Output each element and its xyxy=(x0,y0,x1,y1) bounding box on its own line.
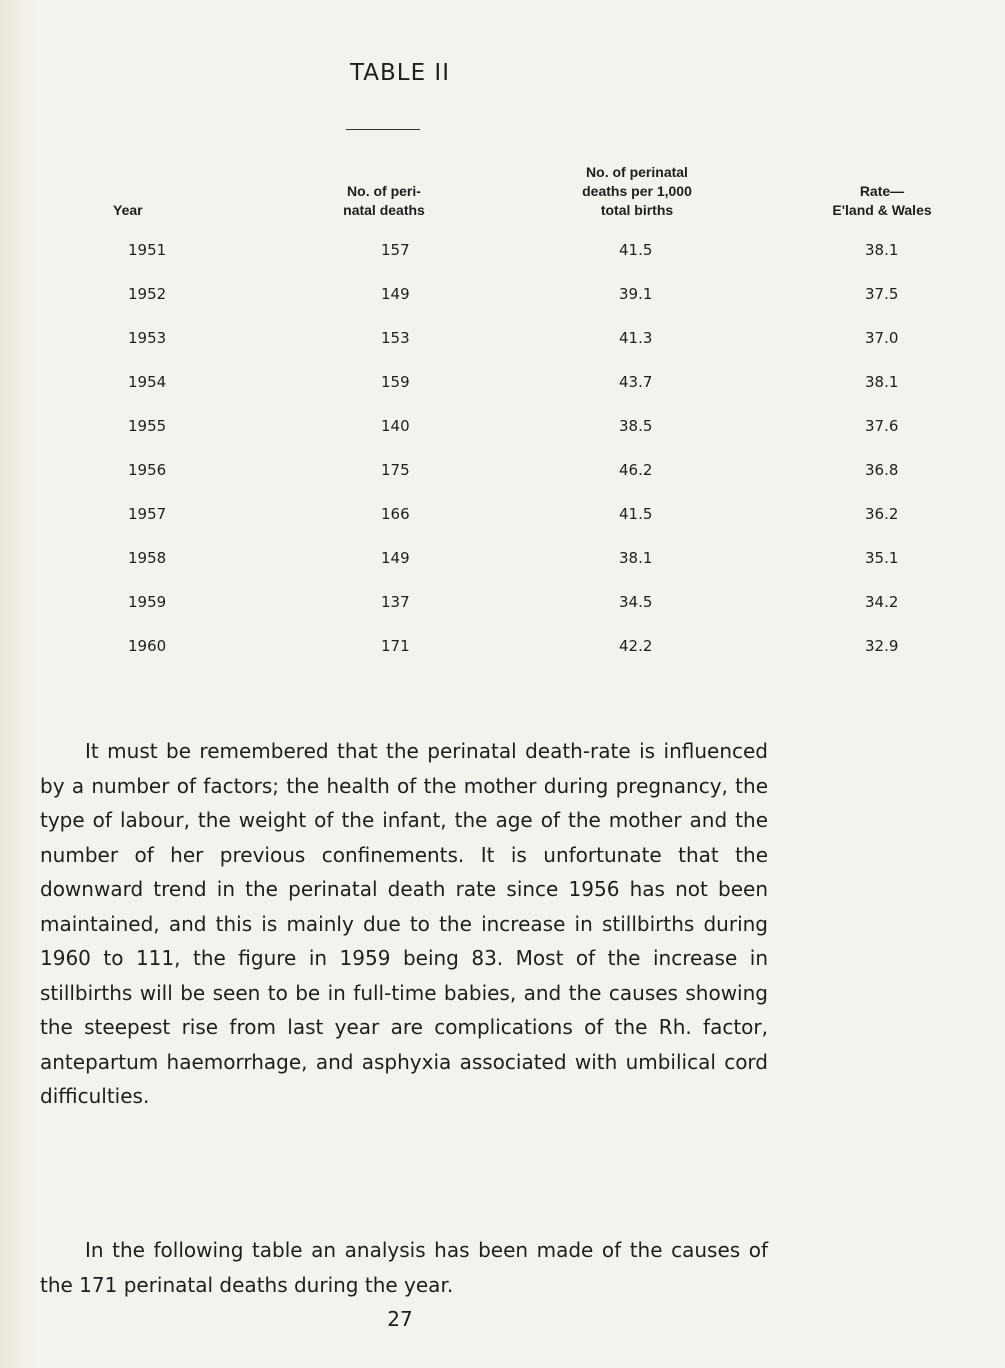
cell-rate: 39.1 xyxy=(619,285,653,303)
cell-deaths: 153 xyxy=(381,329,410,347)
cell-deaths: 159 xyxy=(381,373,410,391)
cell-england-wales-rate: 36.8 xyxy=(865,461,899,479)
cell-england-wales-rate: 34.2 xyxy=(865,593,899,611)
cell-deaths: 175 xyxy=(381,461,410,479)
cell-rate: 34.5 xyxy=(619,593,653,611)
title-rule xyxy=(346,129,420,130)
page-number: 27 xyxy=(387,1307,413,1331)
table-row xyxy=(0,228,1005,272)
cell-rate: 41.3 xyxy=(619,329,653,347)
cell-rate: 41.5 xyxy=(619,505,653,523)
cell-england-wales-rate: 35.1 xyxy=(865,549,899,567)
cell-rate: 43.7 xyxy=(619,373,653,391)
header-year: Year xyxy=(113,202,143,218)
cell-year: 1954 xyxy=(128,373,167,391)
cell-england-wales-rate: 32.9 xyxy=(865,637,899,655)
body-paragraph-perinatal-factors: It must be remembered that the perinatal death-rate is influenced by a number of factors; the health of the mother during pregnancy, the type of labour, the weight of the infant, the age of the mother and the number of her previous confinements. It is unfortunate that the downward trend in the perinatal death rate since 1956 has not been maintained, and this is mainly due to the increase in stillbirths during 1960 to 111, the figure in 1959 being 83. Most of the increase in stillbirths will be seen to be in full-time babies, and the causes showing the steepest rise from last year are complications of the Rh. factor, antepartum haemorrhage, and asphyxia associated with umbilical cord difficulties. xyxy=(40,739,768,1108)
cell-england-wales-rate: 38.1 xyxy=(865,241,899,259)
header-rate-england-wales: Rate— E'land & Wales xyxy=(832,183,932,218)
table-row xyxy=(0,404,1005,448)
cell-england-wales-rate: 37.0 xyxy=(865,329,899,347)
cell-england-wales-rate: 37.6 xyxy=(865,417,899,435)
cell-year: 1957 xyxy=(128,505,167,523)
cell-deaths: 171 xyxy=(381,637,410,655)
table-row xyxy=(0,272,1005,316)
cell-year: 1960 xyxy=(128,637,167,655)
table-row xyxy=(0,536,1005,580)
table-row xyxy=(0,580,1005,624)
cell-deaths: 137 xyxy=(381,593,410,611)
body-paragraph-following-table: In the following table an analysis has been made of the causes of the 171 perinatal deaths during the year. xyxy=(40,1238,768,1297)
table-row xyxy=(0,360,1005,404)
cell-england-wales-rate: 37.5 xyxy=(865,285,899,303)
header-rate-per-1000: No. of perinatal deaths per 1,000 total births xyxy=(582,164,692,218)
table-title: TABLE II xyxy=(350,60,450,86)
cell-deaths: 140 xyxy=(381,417,410,435)
cell-deaths: 166 xyxy=(381,505,410,523)
cell-year: 1951 xyxy=(128,241,167,259)
table-row xyxy=(0,316,1005,360)
cell-rate: 41.5 xyxy=(619,241,653,259)
cell-deaths: 149 xyxy=(381,285,410,303)
header-perinatal-deaths: No. of peri- natal deaths xyxy=(343,183,425,218)
cell-year: 1958 xyxy=(128,549,167,567)
cell-year: 1959 xyxy=(128,593,167,611)
cell-rate: 42.2 xyxy=(619,637,653,655)
table-row xyxy=(0,492,1005,536)
cell-rate: 38.1 xyxy=(619,549,653,567)
cell-deaths: 149 xyxy=(381,549,410,567)
cell-year: 1952 xyxy=(128,285,167,303)
cell-england-wales-rate: 36.2 xyxy=(865,505,899,523)
cell-england-wales-rate: 38.1 xyxy=(865,373,899,391)
cell-rate: 38.5 xyxy=(619,417,653,435)
table-row xyxy=(0,624,1005,668)
table-header-row xyxy=(0,138,1005,228)
cell-year: 1956 xyxy=(128,461,167,479)
cell-year: 1955 xyxy=(128,417,167,435)
cell-deaths: 157 xyxy=(381,241,410,259)
table-row xyxy=(0,448,1005,492)
cell-rate: 46.2 xyxy=(619,461,653,479)
perinatal-deaths-table xyxy=(0,138,1005,668)
cell-year: 1953 xyxy=(128,329,167,347)
